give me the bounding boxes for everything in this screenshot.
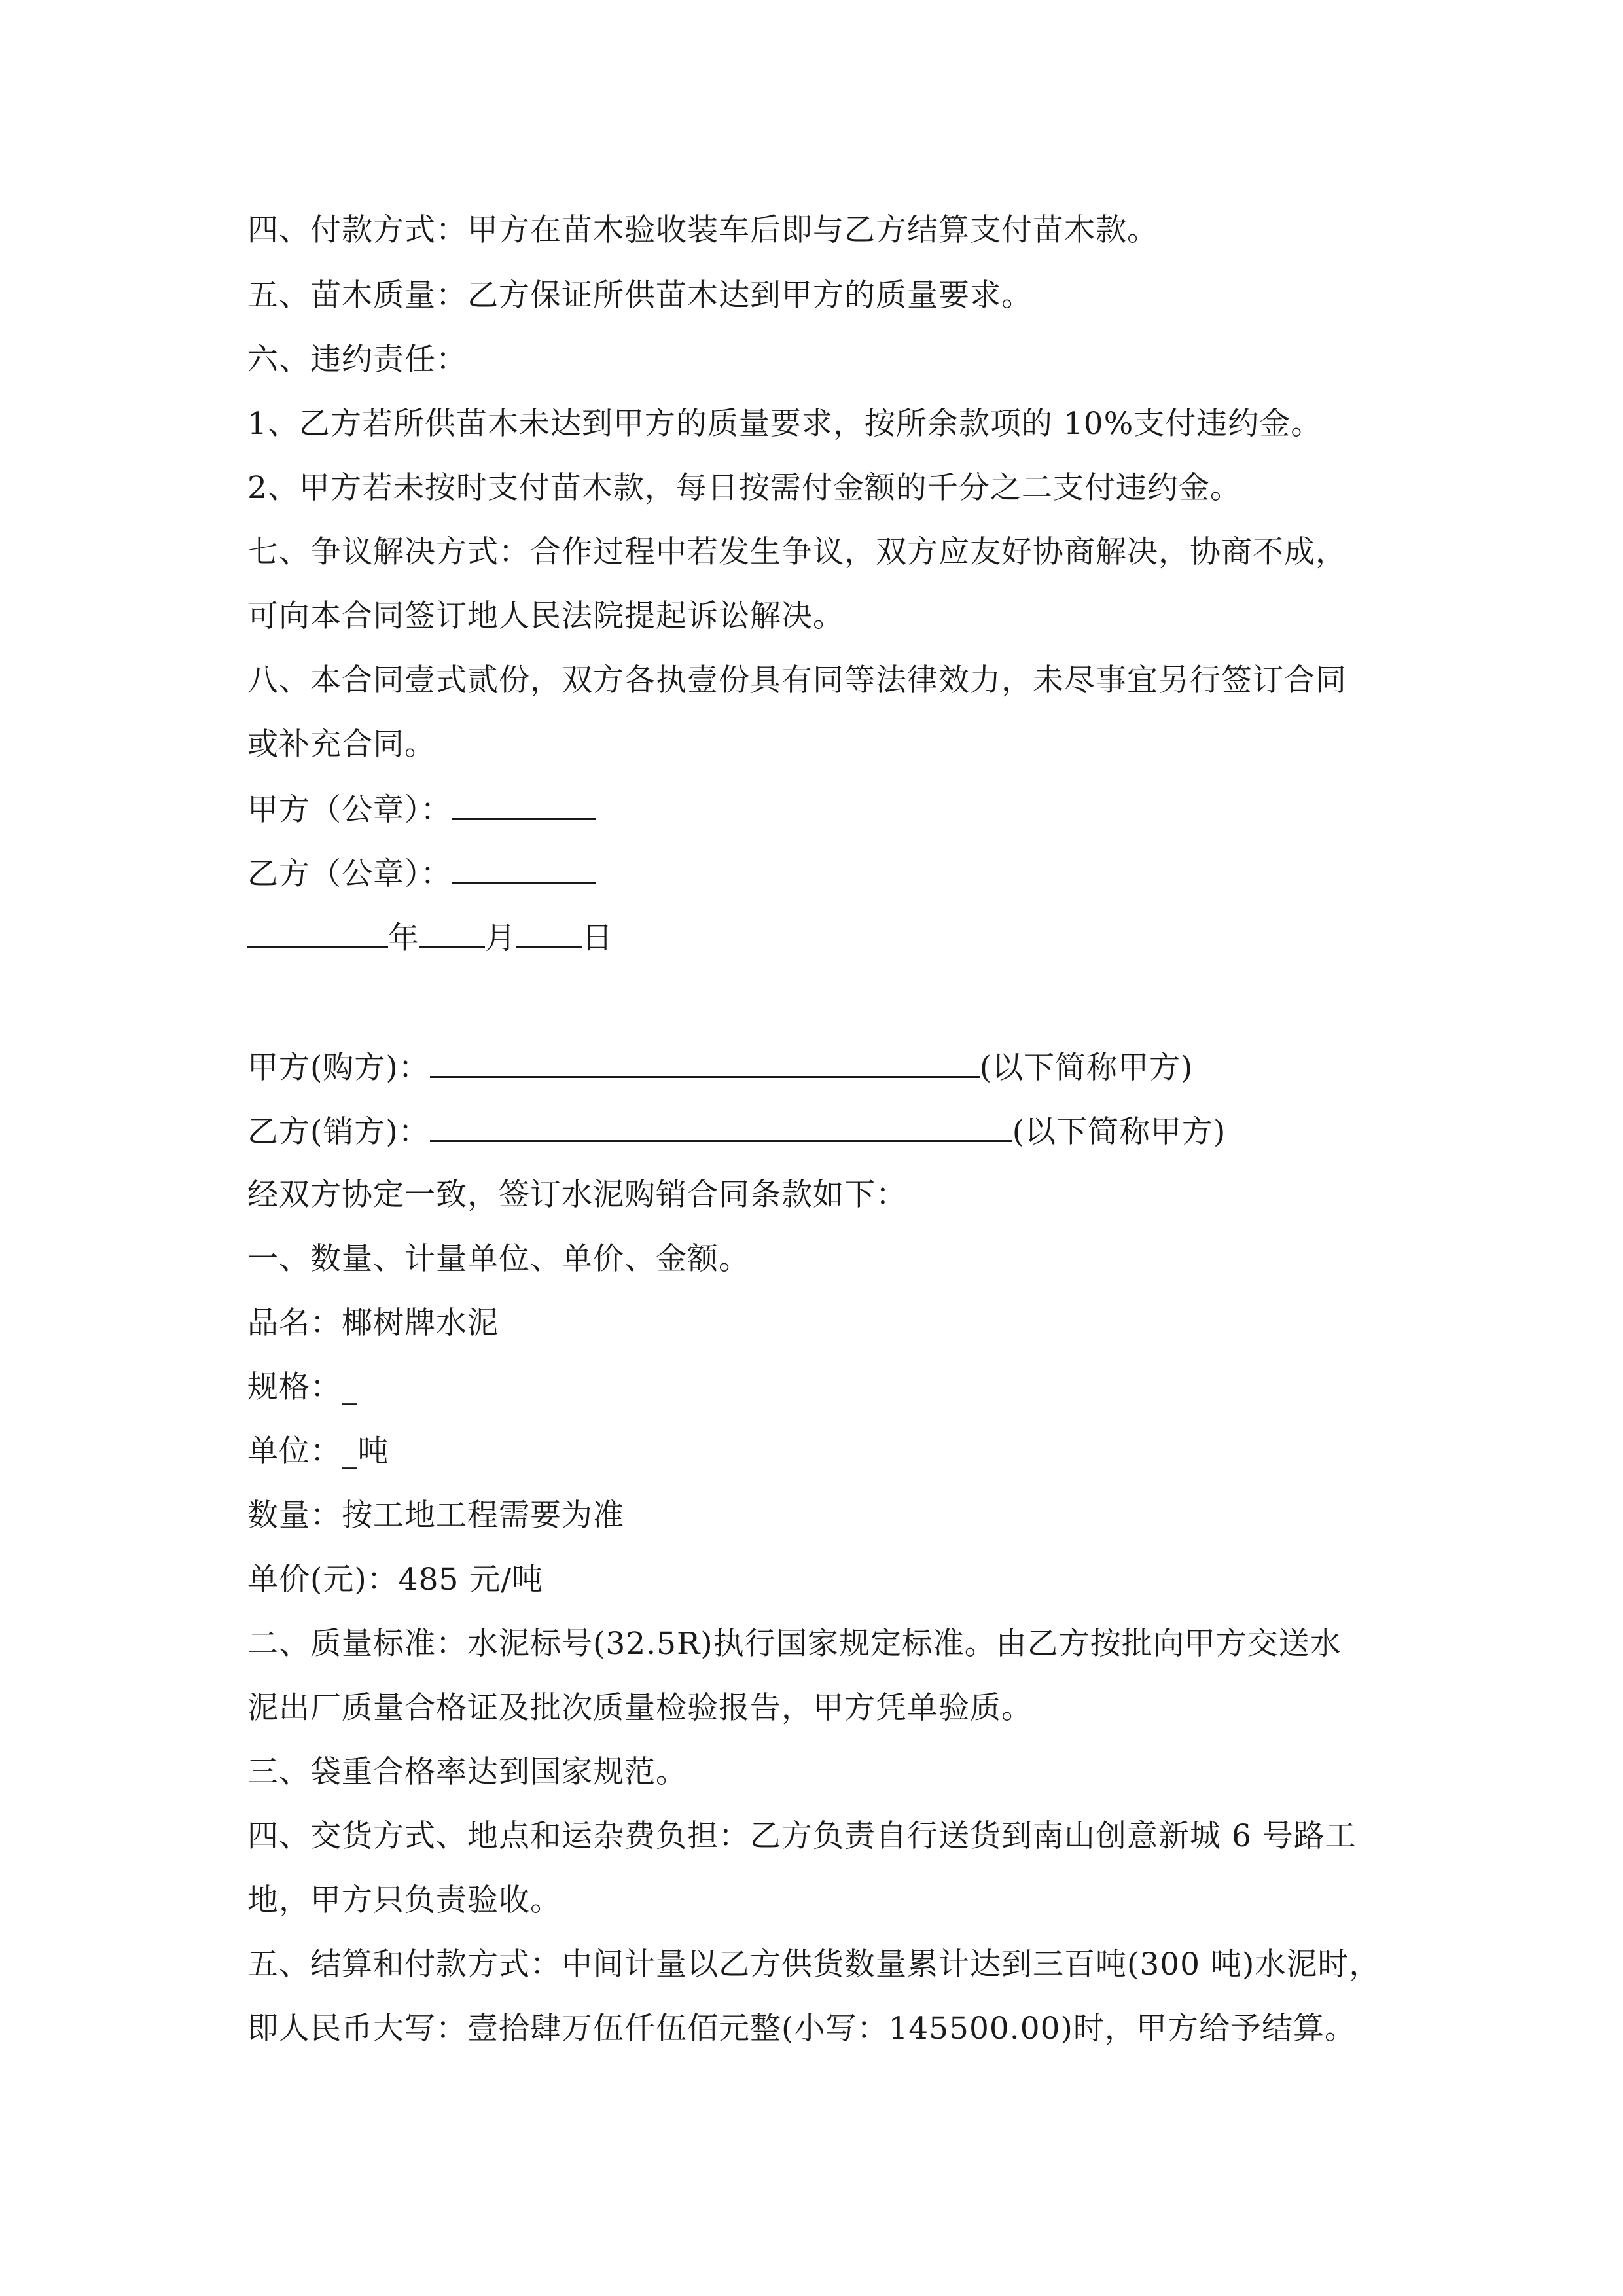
section-4-line-1: 四、交货方式、地点和运杂费负担：乙方负责自行送货到南山创意新城 6 号路工 (247, 1818, 1357, 1854)
section-1-heading: 一、数量、计量单位、单价、金额。 (247, 1241, 750, 1277)
product-unit-price: 单价(元)：485 元/吨 (247, 1562, 544, 1598)
party-a-seal-line (247, 789, 596, 830)
clause-8-line-2: 或补充合同。 (247, 726, 436, 762)
section-3: 三、袋重合格率达到国家规范。 (247, 1754, 687, 1790)
date-day-label: 日 (582, 920, 613, 956)
party-b-seal-blank (452, 853, 596, 884)
section-2-line-1: 二、质量标准：水泥标号(32.5R)执行国家规定标准。由乙方按批向甲方交送水 (247, 1626, 1342, 1662)
clause-7-line-2: 可向本合同签订地人民法院提起诉讼解决。 (247, 598, 844, 634)
party-b-seal-line (247, 853, 596, 894)
clause-6-heading: 六、违约责任： (247, 342, 467, 378)
buyer-blank (430, 1047, 980, 1078)
date-month-label: 月 (485, 920, 516, 956)
product-spec: 规格：_ (247, 1369, 358, 1405)
date-year-label: 年 (388, 920, 419, 956)
clause-6-item-2: 2、甲方若未按时支付苗木款，每日按需付金额的千分之二支付违约金。 (247, 470, 1241, 506)
buyer-label: 甲方(购方)： (247, 1050, 430, 1086)
clause-4-payment: 四、付款方式：甲方在苗木验收装车后即与乙方结算支付苗木款。 (247, 212, 1158, 248)
section-2-line-2: 泥出厂质量合格证及批次质量检验报告，甲方凭单验质。 (247, 1690, 1033, 1726)
section-5-line-2: 即人民币大写：壹拾肆万伍仟伍佰元整(小写：145500.00)时，甲方给予结算。 (247, 2011, 1356, 2047)
product-name: 品名：椰树牌水泥 (247, 1305, 499, 1341)
date-year-blank (247, 918, 388, 948)
buyer-note: (以下简称甲方) (979, 1050, 1194, 1086)
party-a-seal-label: 甲方（公章）： (247, 792, 452, 828)
clause-7-line-1: 七、争议解决方式：合作过程中若发生争议，双方应友好协商解决，协商不成， (247, 534, 1347, 570)
section-4-line-2: 地，甲方只负责验收。 (247, 1882, 562, 1918)
clause-5-quality: 五、苗木质量：乙方保证所供苗木达到甲方的质量要求。 (247, 278, 1033, 314)
buyer-line (247, 1047, 1193, 1088)
agreement-intro: 经双方协定一致，签订水泥购销合同条款如下： (247, 1177, 907, 1213)
product-unit: 单位：_吨 (247, 1433, 389, 1469)
seller-note: (以下简称甲方) (1012, 1114, 1226, 1150)
product-quantity: 数量：按工地工程需要为准 (247, 1498, 624, 1534)
signing-date-line (247, 918, 613, 958)
seller-blank (430, 1111, 1012, 1142)
seller-label: 乙方(销方)： (247, 1114, 430, 1150)
party-a-seal-blank (452, 789, 596, 820)
clause-6-item-1: 1、乙方若所供苗木未达到甲方的质量要求，按所余款项的 10%支付违约金。 (247, 406, 1323, 442)
section-5-line-1: 五、结算和付款方式：中间计量以乙方供货数量累计达到三百吨(300 吨)水泥时， (247, 1946, 1381, 1982)
party-b-seal-label: 乙方（公章）： (247, 856, 452, 892)
seller-line (247, 1111, 1226, 1152)
clause-8-line-1: 八、本合同壹式贰份，双方各执壹份具有同等法律效力，未尽事宜另行签订合同 (247, 662, 1347, 698)
date-day-blank (516, 918, 582, 948)
date-month-blank (419, 918, 485, 948)
